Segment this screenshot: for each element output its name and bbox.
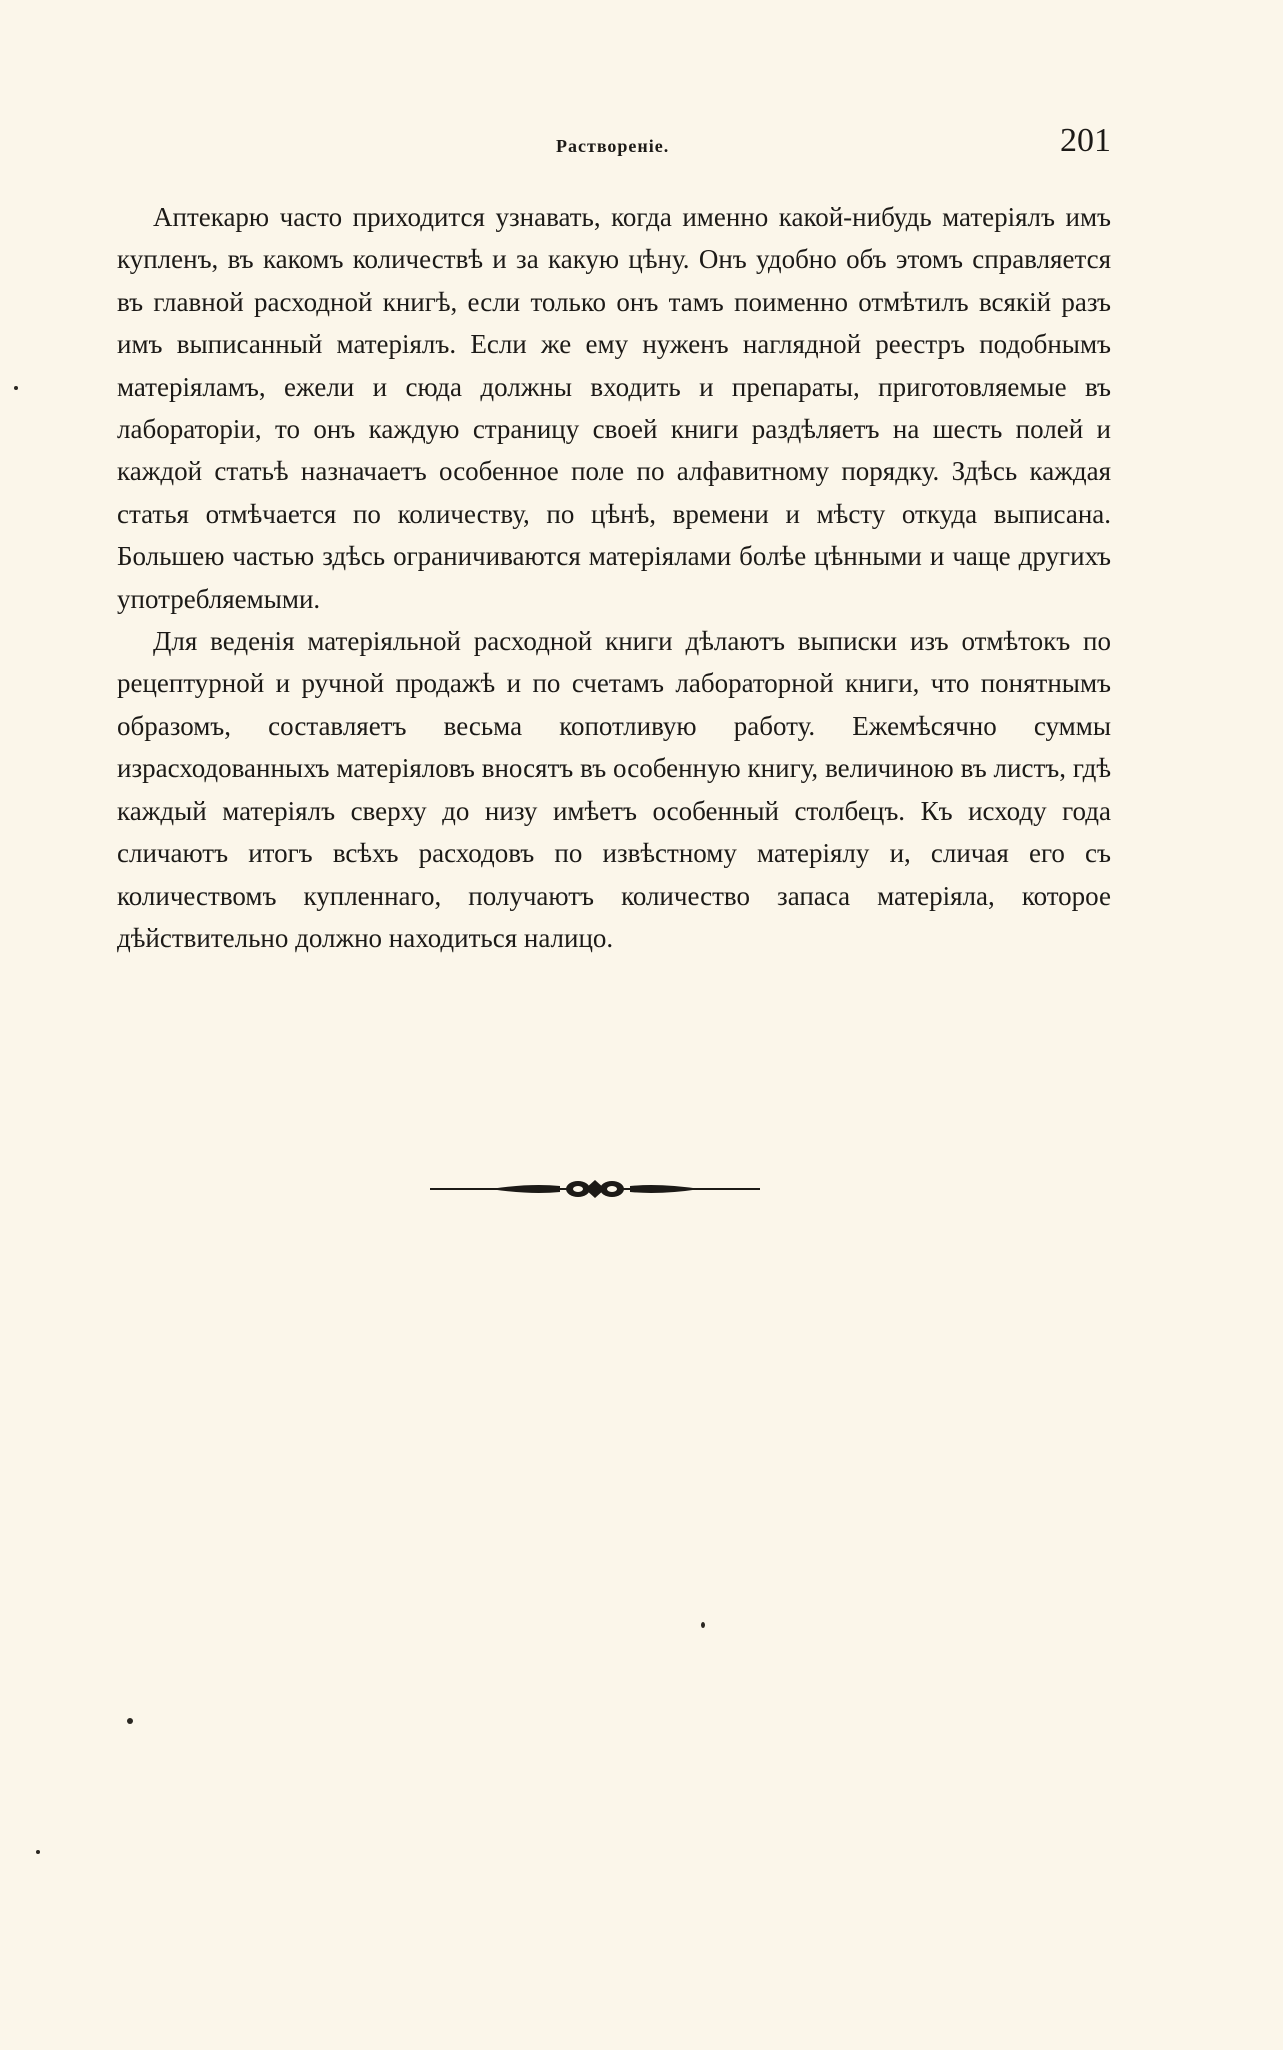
body-text	[117, 196, 1111, 959]
paragraph-2: Для веденія матеріяльной расходной книги дѣлаютъ выписки изъ отмѣтокъ по рецептурной и ручной продажѣ и по счетамъ лабораторной книги, что понятнымъ образомъ, составляетъ весьма копотливую работу. Ежемѣсячно суммы израсходованныхъ матеріяловъ вносятъ въ особенную книгу, величиною въ листъ, гдѣ каждый матеріялъ сверху до низу имѣетъ особенный столбецъ. Къ исходу года сличаютъ итогъ всѣхъ расходовъ по извѣстному матеріялу и, сличая его съ количествомъ купленнаго, получаютъ количество запаса матеріяла, которое дѣйствительно должно находиться налицо.	[117, 626, 1111, 953]
page-number: 201	[1060, 122, 1111, 159]
print-speck	[14, 386, 18, 390]
print-speck	[127, 1718, 133, 1724]
ornamental-divider-icon	[430, 1177, 760, 1201]
running-title: Раствореніе.	[556, 136, 670, 156]
paragraph-1: Аптекарю часто приходится узнавать, когда именно какой-нибудь матеріялъ имъ купленъ, въ какомъ количествѣ и за какую цѣну. Онъ удобно объ этомъ справляется въ главной расходной книгѣ, если только онъ тамъ поименно отмѣтилъ всякій разъ имъ выписанный матеріялъ. Если же ему нуженъ наглядной реестръ подобнымъ матеріяламъ, ежели и сюда должны входить и препараты, приготовляемые въ лабораторіи, то онъ каждую страницу своей книги раздѣляетъ на шесть полей и каждой статьѣ назначаетъ особенное поле по алфавитному порядку. Здѣсь каждая статья отмѣчается по количеству, по цѣнѣ, времени и мѣсту откуда выписана. Большею частью здѣсь ограничиваются матеріялами болѣе цѣнными и чаще другихъ употребляемыми.	[117, 202, 1111, 614]
print-speck	[701, 1622, 705, 1628]
print-speck	[36, 1850, 40, 1854]
